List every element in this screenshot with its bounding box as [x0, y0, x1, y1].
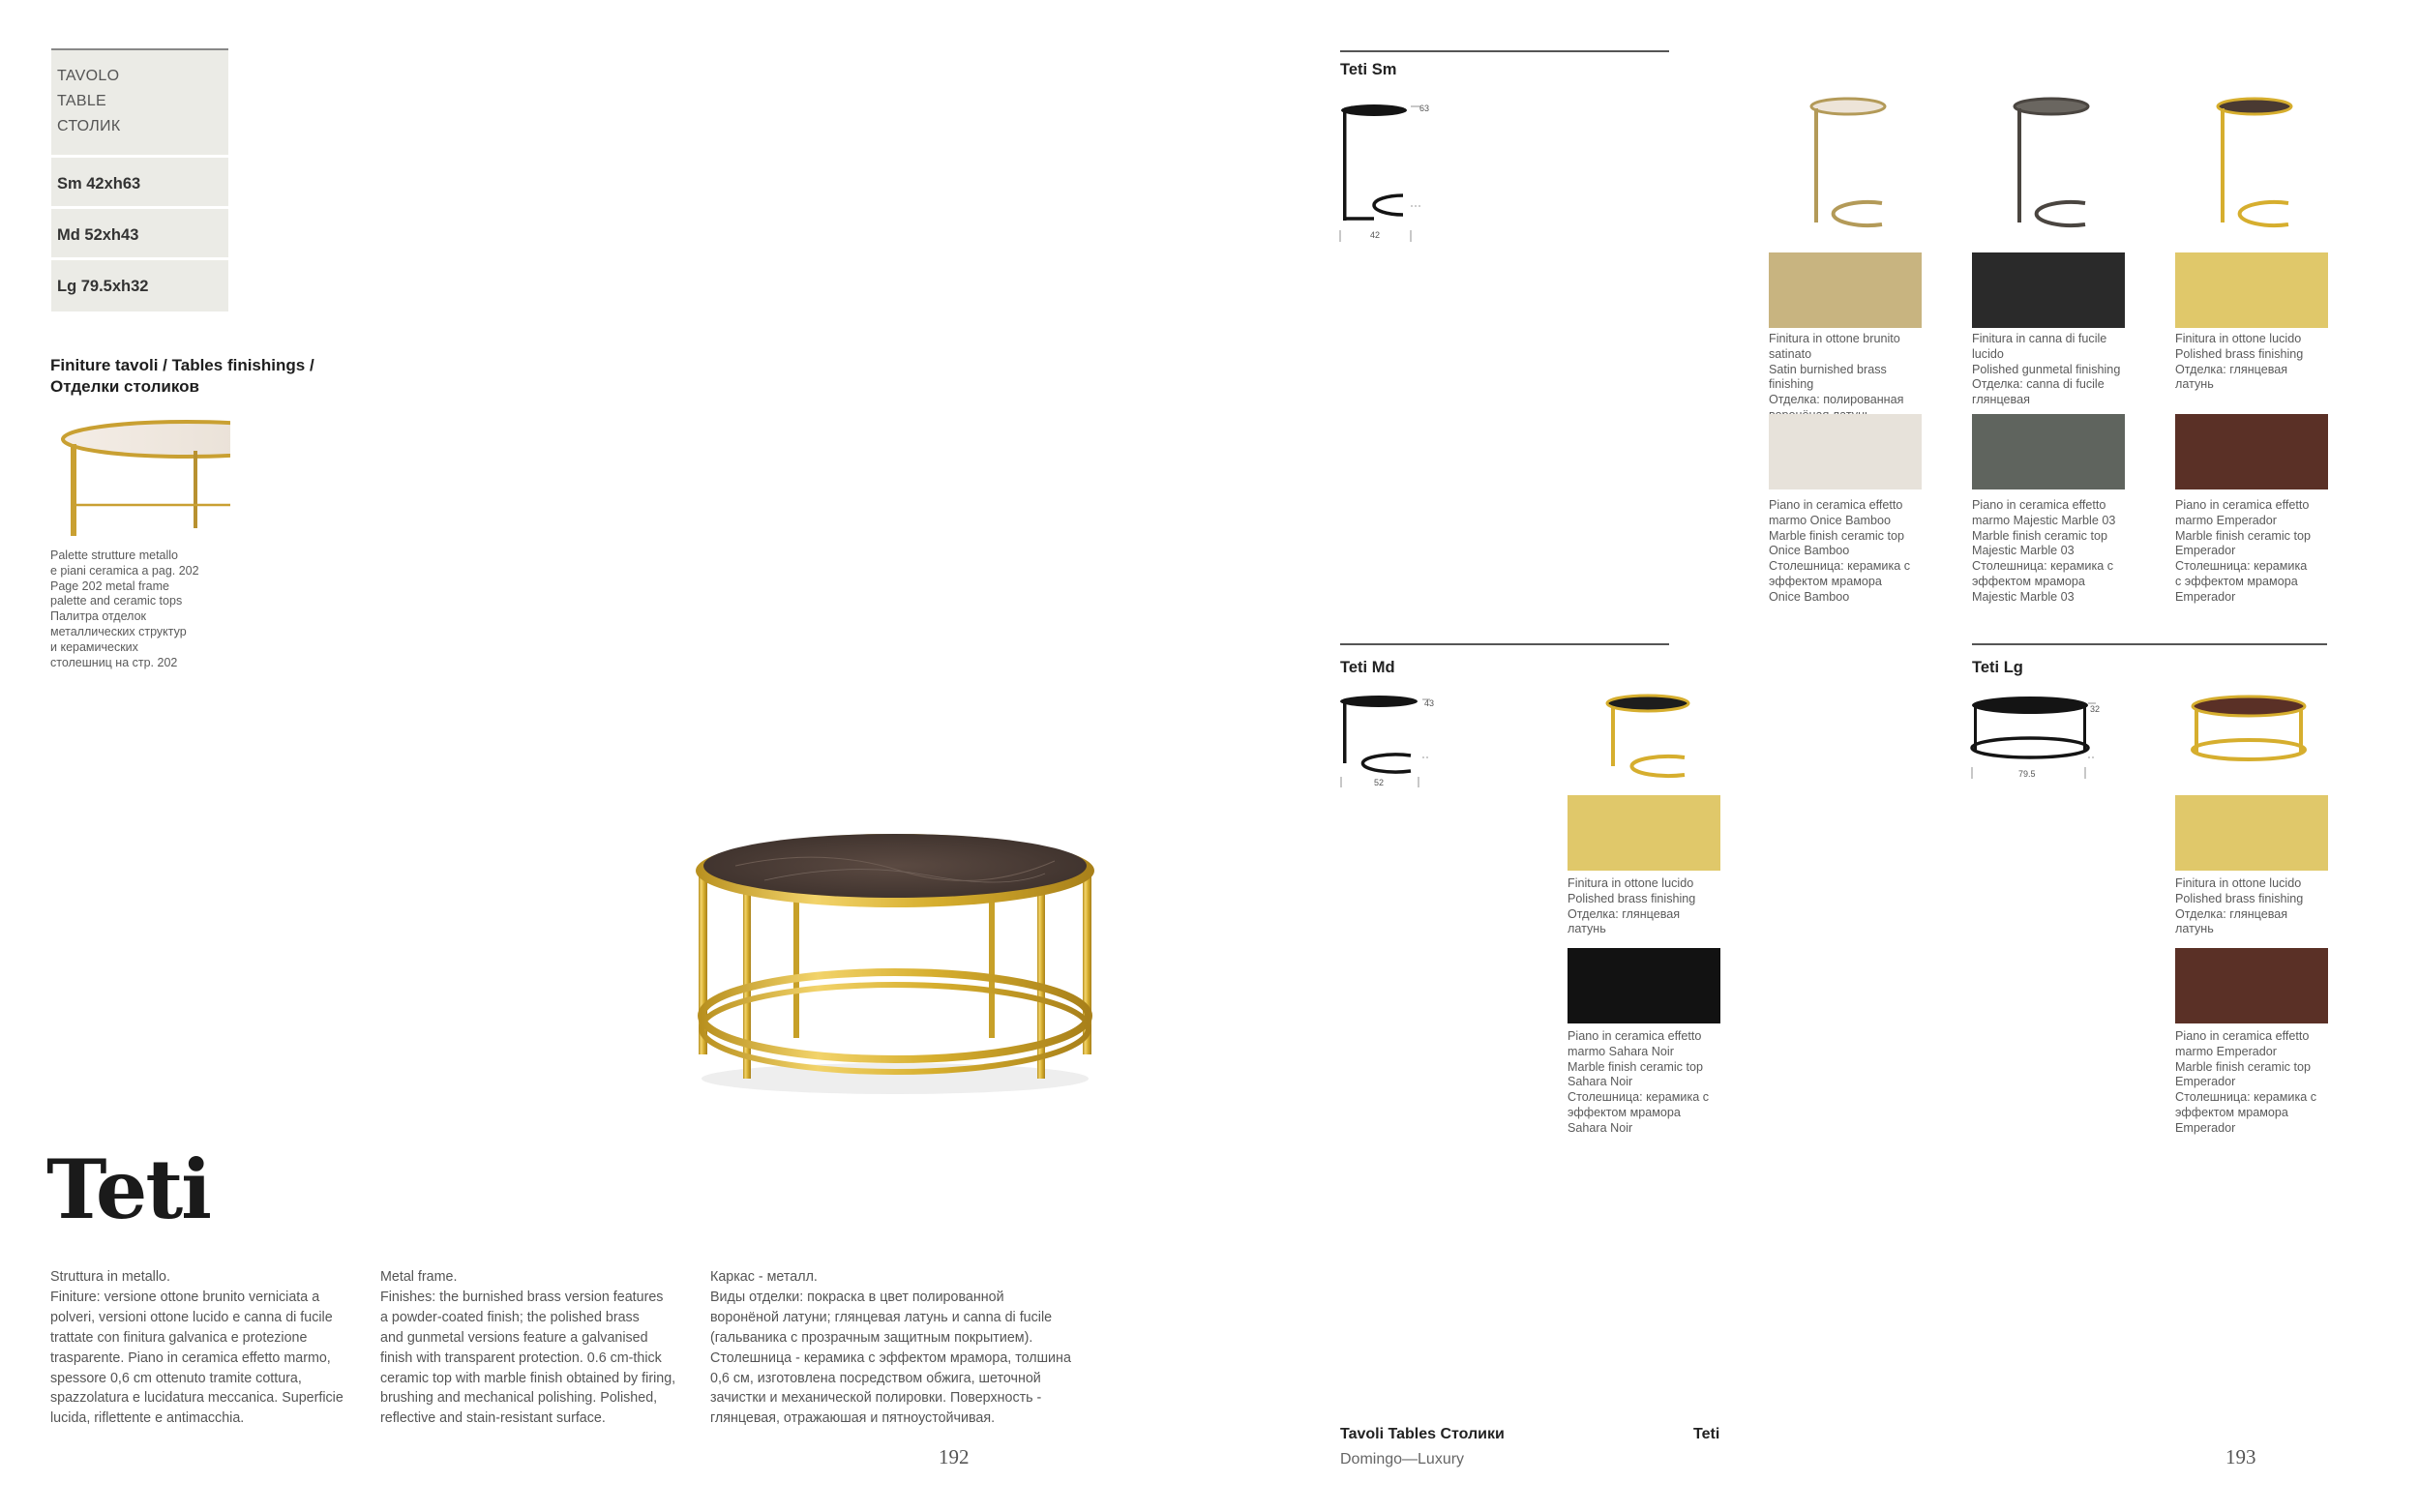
caption-line: Отделка: глянцевая	[2175, 906, 2288, 921]
caption-line: Finitura in ottone lucido	[1568, 876, 1694, 890]
palette-note-line: e piani ceramica a pag. 202	[50, 563, 199, 578]
swatch-onice-bamboo	[1769, 414, 1922, 489]
description-line: polveri, versioni ottone lucido e canna di fucile	[50, 1309, 333, 1325]
caption-line: Отделка: глянцевая	[1568, 906, 1681, 921]
description-line: Metal frame.	[380, 1269, 458, 1285]
description-line: глянцевая, отражаюшая и пятноустойчивая.	[710, 1410, 996, 1427]
caption-line: Отделка: canna di fucile	[1972, 377, 2105, 392]
footer-category: Tavoli Tables Столики	[1340, 1426, 1505, 1442]
description-line: lucida, riflettente e antimacchia.	[50, 1410, 245, 1427]
palette-note-line: palette and ceramic tops	[50, 594, 183, 608]
description-line: воронёной латуни; глянцевая латунь и canna di fucile	[710, 1309, 1053, 1325]
caption-line: marmo Majestic Marble 03	[1972, 513, 2116, 527]
caption-lg-polished-brass	[2175, 876, 2335, 937]
size-table	[51, 48, 228, 311]
footer-product: Teti	[1693, 1426, 1720, 1442]
caption-onice-bamboo	[1769, 498, 1928, 606]
description-line: brushing and mechanical polishing. Polished,	[380, 1390, 658, 1407]
caption-line: Столешница: керамика с	[1568, 1090, 1710, 1105]
dim-height-sm: 63	[1419, 104, 1430, 113]
teti-md-photo	[1601, 692, 1693, 779]
teti-sm-burnished-brass-photo	[1800, 95, 1896, 235]
section-title-sm: Teti Sm	[1340, 61, 1397, 78]
caption-line: satinato	[1769, 346, 1812, 361]
swatch-lg-polished-brass	[2175, 795, 2328, 871]
caption-line: Piano in ceramica effetto	[1972, 498, 2106, 512]
swatch-polished-gunmetal	[1972, 252, 2125, 328]
palette-note-line: Palette strutture metallo	[50, 548, 179, 562]
caption-line: marmo Emperador	[2175, 1044, 2277, 1058]
finishings-heading-line1: Finiture tavoli / Tables finishings /	[50, 356, 314, 374]
section-title-lg: Teti Lg	[1972, 659, 2023, 676]
description-line: 0,6 см, изготовлена посредством обжига, шеточной	[710, 1370, 1041, 1386]
caption-line: Emperador	[2175, 544, 2236, 558]
caption-line: Sahara Noir	[1568, 1075, 1633, 1089]
description-line: Каркас - металл.	[710, 1269, 818, 1285]
caption-line: эффектом мрамора	[1972, 574, 2085, 588]
caption-line: Majestic Marble 03	[1972, 589, 2075, 604]
swatch-satin-burnished-brass	[1769, 252, 1922, 328]
swatch-lg-emperador	[2175, 948, 2328, 1023]
footer-collection: Domingo—Luxury	[1340, 1451, 1465, 1468]
caption-line: lucido	[1972, 346, 2004, 361]
hero-coffee-table-image	[677, 827, 1113, 1108]
size-row-lg: Lg 79.5xh32	[57, 278, 149, 295]
palette-note-line: металлических структур	[50, 624, 187, 638]
description-line: spessore 0,6 cm ottenuto tramite cottura,	[50, 1370, 302, 1386]
palette-note-line: Палитра отделок	[50, 609, 146, 624]
section-title-md: Teti Md	[1340, 659, 1395, 676]
caption-line: Marble finish ceramic top	[1568, 1059, 1703, 1074]
description-english	[380, 1267, 690, 1429]
caption-line: marmo Emperador	[2175, 513, 2277, 527]
caption-line: Finitura in canna di fucile	[1972, 332, 2107, 345]
teti-sm-technical-drawing	[1335, 97, 1442, 247]
dim-height-lg: 32	[2090, 704, 2101, 714]
description-line: finish with transparent protection. 0.6 cm-thick	[380, 1349, 662, 1366]
size-row-sm: Sm 42xh63	[51, 158, 228, 209]
description-line: зачистки и механической полировки. Поверхность -	[710, 1390, 1042, 1407]
caption-line: Emperador	[2175, 589, 2236, 604]
caption-polished-brass	[2175, 332, 2335, 393]
caption-line: Marble finish ceramic top	[2175, 1059, 2311, 1074]
caption-line: Piano in ceramica effetto	[2175, 1029, 2310, 1043]
palette-note-line: и керамических	[50, 639, 138, 654]
caption-line: Finitura in ottone lucido	[2175, 876, 2302, 890]
caption-line: латунь	[1568, 922, 1606, 936]
description-line: Виды отделки: покраска в цвет полированной	[710, 1289, 1004, 1305]
finishings-heading	[50, 355, 360, 398]
caption-line: Marble finish ceramic top	[1769, 528, 1904, 543]
size-header-en: TABLE	[57, 93, 106, 109]
description-line: (гальваника с прозрачным защитным покрытием).	[710, 1329, 1033, 1346]
caption-line: Marble finish ceramic top	[2175, 528, 2311, 543]
caption-line: Polished brass finishing	[2175, 891, 2304, 905]
caption-line: marmo Onice Bamboo	[1769, 513, 1891, 527]
caption-line: с эффектом мрамора	[2175, 574, 2298, 588]
caption-line: Столешница: керамика с	[1972, 559, 2114, 574]
caption-line: Столешница: керамика с	[2175, 1090, 2317, 1105]
caption-line: эффектом мрамора	[1769, 574, 1882, 588]
description-line: Finishes: the burnished brass version features	[380, 1289, 664, 1305]
description-line: trattate con finitura galvanica e protezione	[50, 1329, 308, 1346]
caption-line: эффектом мрамора	[2175, 1105, 2288, 1119]
finishings-heading-line2: Отделки столиков	[50, 377, 199, 396]
caption-line: Отделка: полированная	[1769, 393, 1904, 407]
size-table-header	[51, 50, 228, 158]
description-line: a powder-coated finish; the polished brass	[380, 1309, 640, 1325]
description-line: and gunmetal versions feature a galvanised	[380, 1329, 648, 1346]
description-line: ceramic top with marble finish obtained by firing,	[380, 1370, 676, 1386]
dim-width-md: 52	[1374, 778, 1385, 787]
caption-line: Polished brass finishing	[2175, 346, 2304, 361]
palette-note-line: Page 202 metal frame	[50, 578, 169, 593]
caption-line: Столешница: керамика	[2175, 559, 2308, 574]
swatch-polished-brass	[2175, 252, 2328, 328]
size-header-it: TAVOLO	[57, 68, 120, 84]
caption-line: Satin burnished brass finishing	[1769, 362, 1887, 392]
dim-height-md: 43	[1424, 698, 1435, 708]
caption-polished-gunmetal	[1972, 332, 2132, 408]
section-rule-md	[1340, 643, 1669, 645]
swatch-sahara-noir	[1568, 948, 1720, 1023]
page-number-right: 193	[2225, 1445, 2256, 1468]
caption-line: Piano in ceramica effetto	[1568, 1029, 1702, 1043]
description-line: trasparente. Piano in ceramica effetto marmo,	[50, 1349, 331, 1366]
caption-satin-burnished-brass	[1769, 332, 1928, 424]
description-line: reflective and stain-resistant surface.	[380, 1410, 606, 1427]
caption-line: Sahara Noir	[1568, 1120, 1633, 1135]
caption-md-polished-brass	[1568, 876, 1727, 937]
caption-line: marmo Sahara Noir	[1568, 1044, 1674, 1058]
caption-line: Onice Bamboo	[1769, 589, 1850, 604]
description-russian	[710, 1267, 1117, 1429]
caption-line: Столешница: керамика с	[1769, 559, 1911, 574]
swatch-md-polished-brass	[1568, 795, 1720, 871]
caption-line: Emperador	[2175, 1075, 2236, 1089]
size-row-md: Md 52xh43	[51, 209, 228, 260]
caption-line: латунь	[2175, 922, 2214, 936]
caption-emperador	[2175, 498, 2335, 606]
caption-line: Emperador	[2175, 1120, 2236, 1135]
caption-line: Finitura in ottone brunito	[1769, 332, 1900, 345]
caption-line: Marble finish ceramic top	[1972, 528, 2107, 543]
section-rule-sm	[1340, 50, 1669, 52]
caption-line: Polished gunmetal finishing	[1972, 362, 2121, 376]
dim-width-lg: 79.5	[2018, 769, 2036, 779]
palette-table-detail-image	[51, 412, 230, 536]
caption-line: Onice Bamboo	[1769, 544, 1850, 558]
caption-line: глянцевая	[1972, 393, 2030, 407]
caption-line: Majestic Marble 03	[1972, 544, 2075, 558]
caption-line: эффектом мрамора	[1568, 1105, 1681, 1119]
description-line: Finiture: versione ottone brunito verniciata a	[50, 1289, 320, 1305]
caption-line: Piano in ceramica effetto	[2175, 498, 2310, 512]
caption-sahara-noir	[1568, 1029, 1727, 1137]
teti-sm-polished-brass-photo	[2206, 95, 2303, 235]
description-line: spazzolatura e lucidatura meccanica. Superficie	[50, 1390, 343, 1407]
caption-line: Polished brass finishing	[1568, 891, 1696, 905]
product-title: Teti	[46, 1141, 211, 1237]
description-line: Столешница - керамика с эффектом мрамора, толшина	[710, 1349, 1071, 1366]
teti-sm-gunmetal-photo	[2003, 95, 2100, 235]
section-rule-lg	[1972, 643, 2327, 645]
swatch-majestic-marble	[1972, 414, 2125, 489]
teti-lg-photo	[2189, 692, 2310, 774]
caption-line: латунь	[2175, 377, 2214, 392]
caption-lg-emperador	[2175, 1029, 2335, 1137]
palette-note-line: столешниц на стр. 202	[50, 655, 178, 669]
size-header-ru: СТОЛИК	[57, 118, 121, 134]
caption-line: Finitura in ottone lucido	[2175, 332, 2302, 345]
dim-width-sm: 42	[1370, 230, 1381, 240]
description-line: Struttura in metallo.	[50, 1269, 170, 1285]
description-italian	[50, 1267, 360, 1429]
caption-line: Piano in ceramica effetto	[1769, 498, 1903, 512]
page-number-left: 192	[939, 1445, 970, 1468]
palette-note	[50, 548, 224, 670]
caption-line: Отделка: глянцевая	[2175, 362, 2288, 376]
swatch-emperador	[2175, 414, 2328, 489]
caption-majestic-marble	[1972, 498, 2132, 606]
